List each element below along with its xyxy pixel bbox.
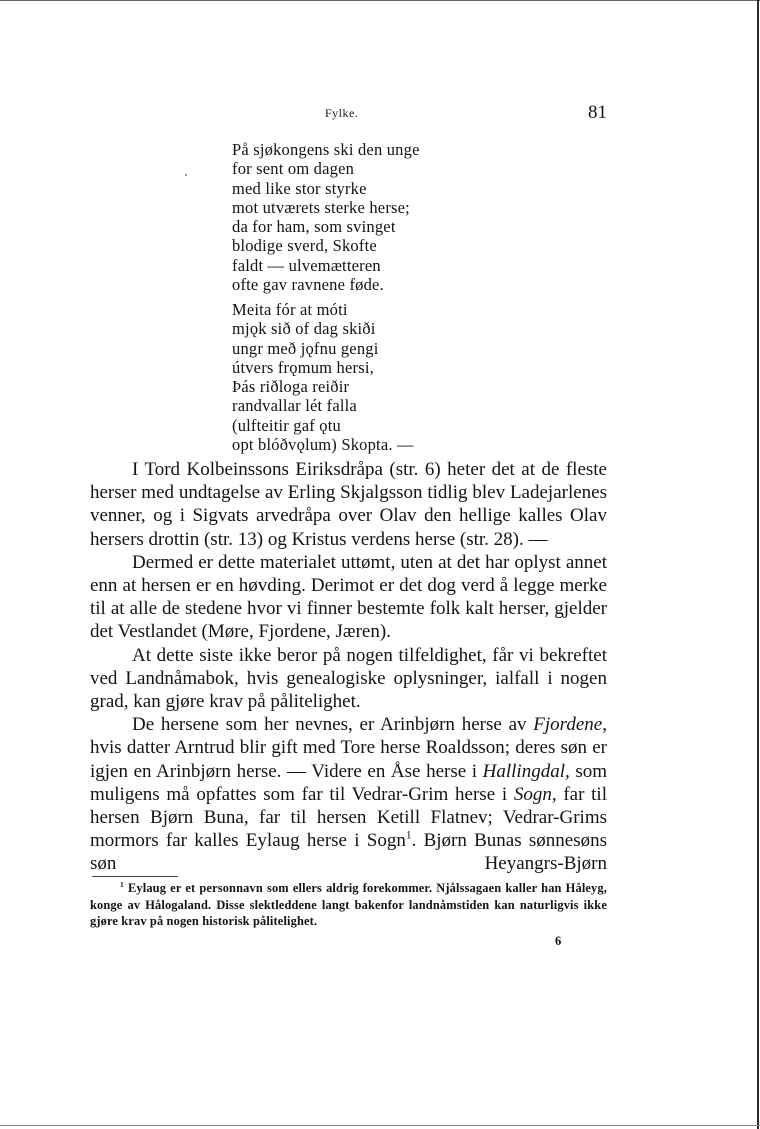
verse-line: På sjøkongens ski den unge: [232, 140, 420, 159]
verse-line: ungr með jǫfnu gengi: [232, 338, 379, 358]
verse-line: mot utværets sterke herse;: [232, 197, 410, 217]
place-name-italic: Sogn,: [513, 783, 557, 805]
verse-line: med like stor styrke: [232, 178, 367, 198]
body-text: [90, 458, 607, 876]
paragraph: Dermed er dette materialet uttømt, uten at det har oplyst annet enn at hersen er en høvding. Derimot er det dog verd å legge merke til at alle de stedene hvor vi finner bestemte folk kalt herser, gjelder det Vestlandet (Møre, Fjordene, Jæren).: [90, 551, 607, 643]
page-top-edge: [0, 0, 760, 1]
footnote-marker: 1: [120, 879, 124, 889]
footnote-text: Eylaug er et personnavn som ellers aldrig forekommer. Njålssagaen kaller han Håleyg, konge av Hålogaland. Disse slektleddene langt bakenfor landnåmstiden kan naturligvis ikke gjøre krav på nogen historisk pålitelighet.: [90, 881, 607, 929]
paragraph-text: far til hersen Bjørn Buna, far til hersen Ketill Flatnev; Vedrar-Grims mormors far kalles Eylaug herse i Sogn: [90, 783, 607, 852]
place-name-italic: Hallingdal,: [482, 760, 570, 782]
paragraph-text: hvis datter Arntrud blir gift med Tore herse Roaldsson; deres søn er igjen en Arinbjørn herse. — Videre en Åse herse i: [90, 737, 607, 782]
verse-line: for sent om dagen: [232, 159, 355, 179]
page-right-edge: [757, 0, 759, 1129]
verse-line: da for ham, som svinget: [232, 217, 396, 237]
verse-line: blodige sverd, Skofte: [232, 236, 377, 256]
running-head: Fylke.: [325, 106, 359, 120]
verse-line: Meita fór at móti: [232, 300, 348, 319]
page-number: 81: [588, 102, 607, 123]
paragraph: [90, 713, 607, 875]
verse-line: randvallar lét falla: [232, 396, 357, 416]
signature-mark: 6: [555, 934, 562, 948]
page-bottom-edge: [0, 1125, 760, 1126]
verse-line: opt blóðvǫlum) Skopta. —: [232, 435, 414, 455]
footnote-reference: 1: [405, 829, 412, 842]
verse-line: (ulfteitir gaf ǫtu: [232, 415, 341, 435]
stanza-old-norse-original: [232, 300, 414, 454]
verse-line: faldt — ulvemætteren: [232, 255, 381, 275]
paragraph: At dette siste ikke beror på nogen tilfeldighet, får vi bekreftet ved Landnåmabok, hvis genealogiske oplysninger, ialfall i nogen grad, kan gjøre krav på pålitelighet.: [90, 644, 607, 713]
footnote: [90, 880, 607, 930]
footnote-rule: [92, 876, 178, 877]
verse-line: útvers frǫmum hersi,: [232, 357, 374, 377]
paragraph-text: som muligens må opfattes som far til Vedrar-Grim herse i: [90, 760, 608, 805]
paragraph: I Tord Kolbeinssons Eiriksdråpa (str. 6) heter det at de fleste herser med undtagelse av Erling Skjalgsson tidlig blev Ladejarlenes venner, og i Sigvats arvedråpa over Olav den hellige kalles Olav hersers drottin (str. 13) og Kristus verdens herse (str. 28). —: [90, 459, 607, 550]
place-name-italic: Fjordene,: [533, 714, 607, 736]
verse-line: Þás riðloga reiðir: [232, 377, 350, 397]
paragraph-text: De hersene som her nevnes, er Arinbjørn herse av: [132, 714, 527, 736]
verse-line: ofte gav ravnene føde.: [232, 275, 384, 295]
stanza-norwegian-translation: [232, 140, 420, 294]
print-speck: [185, 174, 187, 176]
paragraph-text: . Bjørn Bunas sønnesøns søn Heyangrs-Bjørn: [90, 830, 607, 875]
verse-line: mjǫk sið of dag skiði: [232, 319, 376, 339]
